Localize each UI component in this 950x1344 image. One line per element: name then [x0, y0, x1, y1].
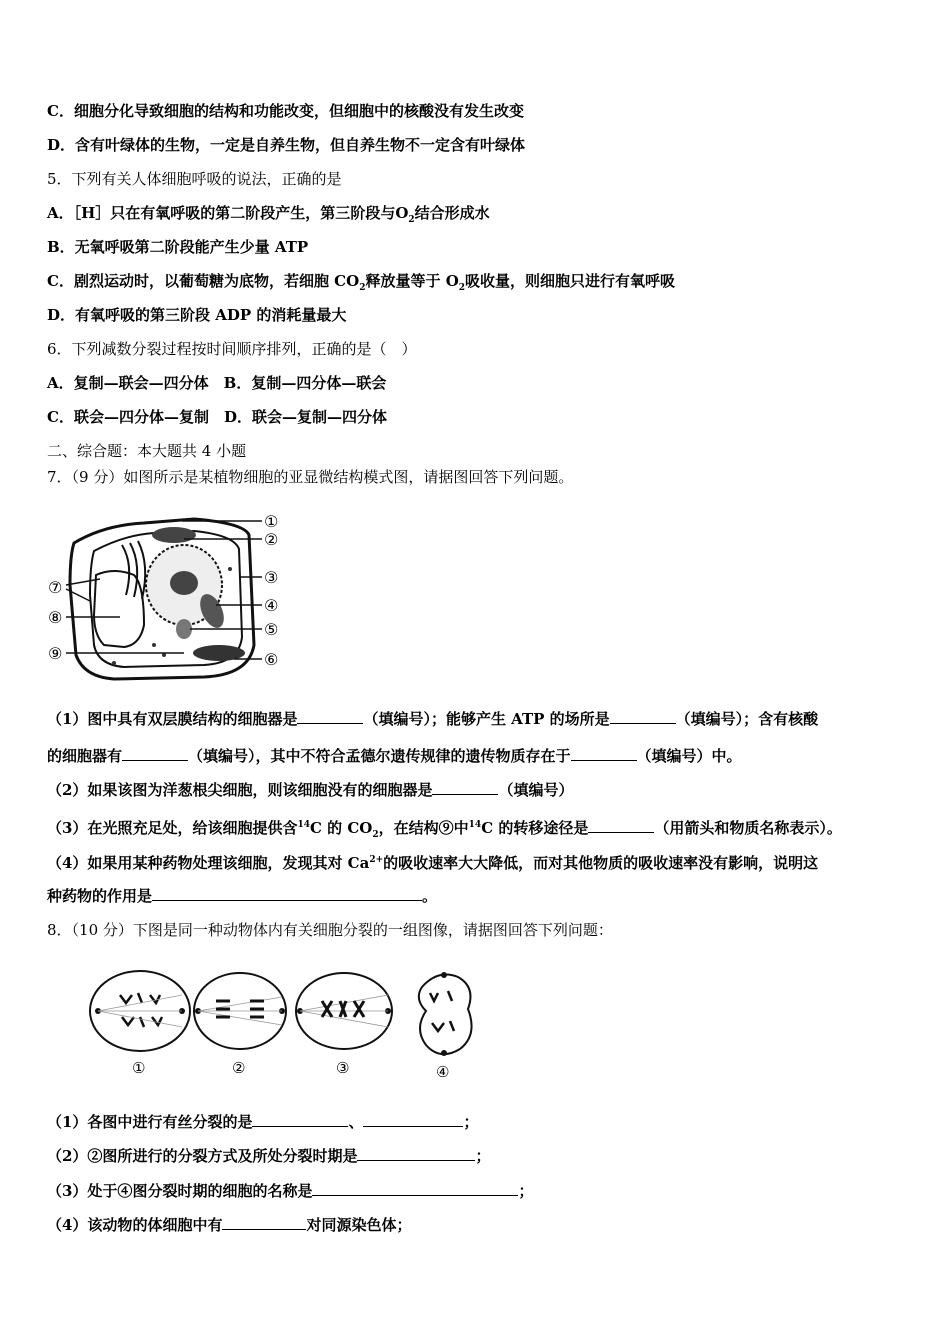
division-label-1: ① [132, 1059, 146, 1077]
q7-part2: （2）如果该图为洋葱根尖细胞，则该细胞没有的细胞器是 （填编号） [47, 781, 574, 799]
answer-blank[interactable] [588, 818, 654, 833]
q7-part4-line1: （4）如果用某种药物处理该细胞，发现其对 $Ca^{2+}$的吸收速率大大降低，而对其他物质的吸收速率没有影响，说明这 [47, 854, 819, 872]
q7-part1-line1: （1）图中具有双层膜结构的细胞器是 （填编号）；能够产生 ATP 的场所是 （填编号）；含有核酸 [47, 710, 819, 728]
answer-blank[interactable] [357, 1146, 475, 1161]
q4-option-c: C．细胞分化导致细胞的结构和功能改变，但细胞中的核酸没有发生改变 [47, 102, 524, 120]
q7-part1-line2: 的细胞器有 （填编号），其中不符合孟德尔遗传规律的遗传物质存在于 （填编号）中。 [47, 747, 742, 765]
q5-stem: 5．下列有关人体细胞呼吸的说法，正确的是 [47, 170, 342, 188]
q8-part2: （2）②图所进行的分裂方式及所处分裂时期是 ； [47, 1147, 491, 1165]
answer-blank[interactable] [432, 780, 498, 795]
answer-blank[interactable] [122, 746, 188, 761]
plant-cell-diagram [44, 505, 294, 683]
cell-label-4: ④ [264, 596, 279, 615]
division-label-4: ④ [436, 1063, 450, 1080]
q8-part3: （3）处于④图分裂时期的细胞的名称是 ； [47, 1182, 534, 1200]
answer-blank[interactable] [222, 1215, 306, 1230]
q5-option-d: D．有氧呼吸的第三阶段 ADP 的消耗量最大 [47, 306, 347, 324]
cell-label-9: ⑨ [48, 644, 63, 663]
cell-label-8: ⑧ [48, 608, 63, 627]
q6-options-ab: A．复制—联会—四分体 B．复制—四分体—联会 [47, 374, 387, 392]
cell-label-7: ⑦ [48, 578, 63, 597]
q8-part4: （4）该动物的体细胞中有 对同源染色体； [47, 1216, 412, 1234]
cell-label-6: ⑥ [264, 650, 279, 669]
cell-division-diagrams [88, 965, 488, 1080]
q5-option-c: C．剧烈运动时，以葡萄糖为底物，若细胞 $CO_2$释放量等于 $O_2$吸收量，则细胞只进行有氧呼吸 [47, 272, 676, 293]
cell-label-2: ② [264, 530, 279, 549]
q4-option-d: D．含有叶绿体的生物，一定是自养生物，但自养生物不一定含有叶绿体 [47, 136, 526, 154]
q5-option-b: B．无氧呼吸第二阶段能产生少量 ATP [47, 238, 309, 256]
q7-stem: 7．（9 分）如图所示是某植物细胞的亚显微结构模式图，请据图回答下列问题。 [47, 468, 574, 486]
answer-blank[interactable] [610, 709, 676, 724]
q6-options-cd: C．联会—四分体—复制 D．联会—复制—四分体 [47, 408, 387, 426]
answer-blank[interactable] [152, 886, 422, 901]
division-label-2: ② [232, 1059, 246, 1077]
q8-part1: （1）各图中进行有丝分裂的是 、 ； [47, 1113, 479, 1131]
cell-label-5: ⑤ [264, 620, 279, 639]
q6-stem: 6．下列减数分裂过程按时间顺序排列，正确的是（ ） [47, 340, 417, 358]
cell-label-1: ① [264, 512, 279, 531]
q8-stem: 8．（10 分）下图是同一种动物体内有关细胞分裂的一组图像，请据图回答下列问题： [47, 921, 613, 939]
answer-blank[interactable] [252, 1112, 348, 1127]
q7-part4-line2: 种药物的作用是 。 [47, 887, 438, 905]
answer-blank[interactable] [297, 709, 363, 724]
division-label-3: ③ [336, 1059, 350, 1077]
cell-label-3: ③ [264, 568, 279, 587]
answer-blank[interactable] [363, 1112, 463, 1127]
q7-part3: （3）在光照充足处，给该细胞提供含$^{14}$C 的 $CO_2$，在结构⑨中$^{14}$C 的转移途径是 （用箭头和物质名称表示）。 [47, 819, 842, 840]
answer-blank[interactable] [571, 746, 637, 761]
q5-option-a: A．［H］只在有氧呼吸的第二阶段产生，第三阶段与$O_2$结合形成水 [47, 204, 490, 225]
section-heading: 二、综合题：本大题共 4 小题 [47, 442, 247, 460]
answer-blank[interactable] [312, 1181, 518, 1196]
